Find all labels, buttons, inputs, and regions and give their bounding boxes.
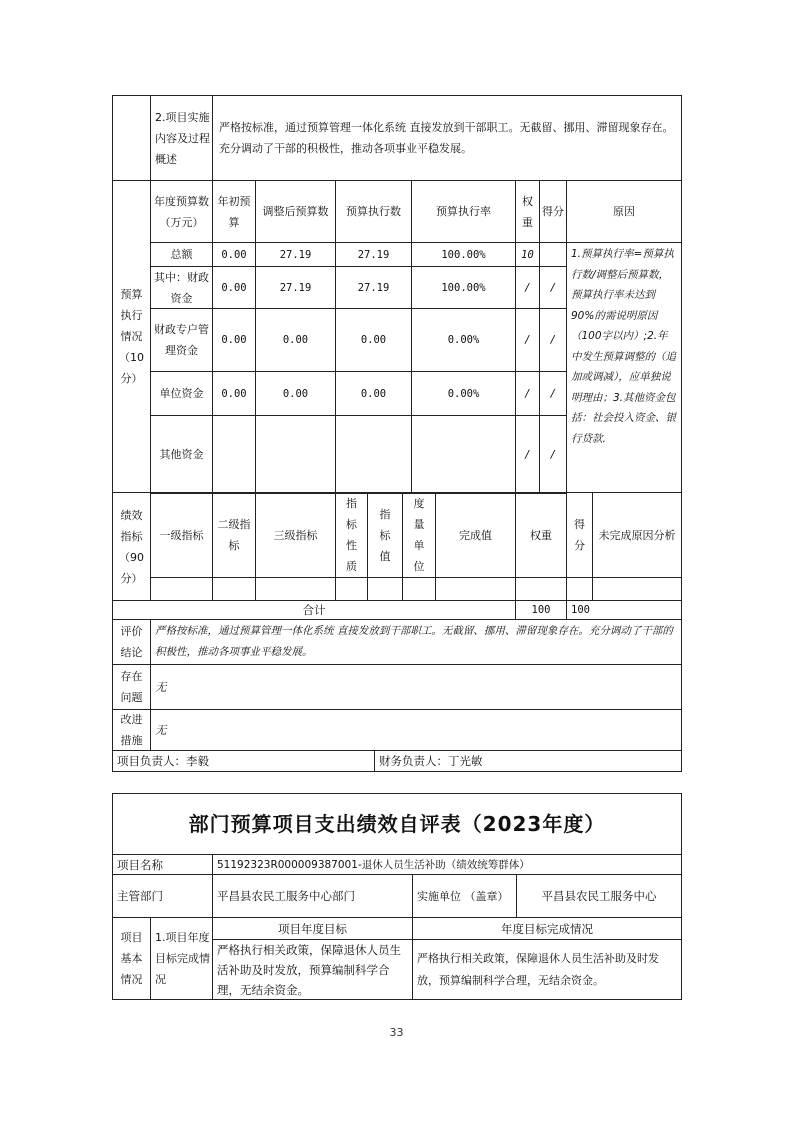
budget-row-weight: /: [515, 266, 540, 309]
budget-row-score: /: [539, 415, 567, 494]
finance-lead: 财务负责人：丁光敏: [374, 750, 682, 772]
budget-header-reason: 原因: [566, 180, 682, 243]
budget-row-label: 其他资金: [150, 415, 213, 494]
budget-row-executed: 27.19: [335, 266, 412, 309]
budget-header-initial: 年初预算: [212, 180, 256, 243]
budget-row-score: /: [539, 371, 567, 416]
total-weight: 100: [515, 600, 567, 620]
budget-row-adjusted: [255, 415, 336, 494]
dept-label: 主管部门: [112, 874, 213, 918]
budget-row-executed: 27.19: [335, 242, 412, 267]
budget-row-executed: 0.00: [335, 371, 412, 416]
budget-header-year: 年度预算数（万元）: [150, 180, 213, 243]
perf-empty-cell: [335, 577, 368, 601]
budget-section-label: 预算执行情况（10分）: [112, 180, 151, 493]
project-name-value: 51192323R000009387001-退休人员生活补助（绩效统筹群体）: [212, 854, 682, 875]
budget-row-label: 其中：财政资金: [150, 266, 213, 309]
problems-text: 无: [150, 664, 682, 710]
budget-row-weight: 10: [515, 242, 540, 267]
budget-row-initial: [212, 415, 256, 494]
project-name-label: 项目名称: [112, 854, 213, 875]
perf-empty-cell: [515, 577, 567, 601]
perf-header-nature: 指标性质: [335, 492, 368, 578]
goal-label: 1.项目年度目标完成情况: [150, 917, 213, 1000]
perf-header-reason: 未完成原因分析: [592, 492, 682, 578]
budget-row-rate: [411, 415, 516, 494]
budget-header-score: 得分: [539, 180, 567, 243]
project-lead: 项目负责人：李毅: [112, 750, 375, 772]
perf-header-weight: 权重: [515, 492, 567, 578]
unit-label: 实施单位 （盖章）: [412, 874, 517, 918]
perf-header-level3: 三级指标: [255, 492, 336, 578]
budget-row-weight: /: [515, 415, 540, 494]
goal-text: 严格执行相关政策，保障退休人员生活补助及时发放，预算编制科学合理，无结余资金。: [212, 939, 413, 1000]
budget-row-weight: /: [515, 371, 540, 416]
budget-row-rate: 100.00%: [411, 242, 516, 267]
budget-row-score: /: [539, 266, 567, 309]
budget-header-weight: 权重: [515, 180, 540, 243]
completion-header: 年度目标完成情况: [412, 917, 682, 940]
perf-empty-cell: [566, 577, 593, 601]
budget-row-executed: 0.00: [335, 308, 412, 372]
improve-text: 无: [150, 709, 682, 751]
budget-row-label: 财政专户管理资金: [150, 308, 213, 372]
budget-row-label: 总额: [150, 242, 213, 267]
perf-empty-cell: [435, 577, 516, 601]
budget-row-initial: 0.00: [212, 266, 256, 309]
perf-empty-cell: [150, 577, 213, 601]
perf-header-unit: 度量单位: [402, 492, 436, 578]
budget-row-rate: 0.00%: [411, 371, 516, 416]
basic-info-label: 项目基本情况: [112, 917, 151, 1000]
perf-empty-cell: [255, 577, 336, 601]
budget-row-weight: /: [515, 308, 540, 372]
perf-header-level2: 二级指标: [212, 492, 256, 578]
impl-label: 2.项目实施内容及过程概述: [150, 95, 213, 181]
budget-row-adjusted: 27.19: [255, 242, 336, 267]
perf-empty-cell: [212, 577, 256, 601]
problems-label: 存在问题: [112, 664, 151, 710]
budget-row-adjusted: 0.00: [255, 371, 336, 416]
budget-row-rate: 0.00%: [411, 308, 516, 372]
perf-section-label: 绩效指标（90分）: [112, 492, 151, 601]
perf-header-level1: 一级指标: [150, 492, 213, 578]
total-label: 合计: [112, 600, 516, 620]
budget-row-initial: 0.00: [212, 242, 256, 267]
conclusion-text: 严格按标准，通过预算管理一体化系统 直接发放到干部职工。无截留、挪用、滞留现象存在。充分调动了干部的积极性，推动各项事业平稳发展。: [150, 619, 682, 665]
dept-value: 平昌县农民工服务中心部门: [212, 874, 413, 918]
budget-row-adjusted: 0.00: [255, 308, 336, 372]
budget-header-adjusted: 调整后预算数: [255, 180, 336, 243]
perf-header-actual: 完成值: [435, 492, 516, 578]
goal-header: 项目年度目标: [212, 917, 413, 940]
budget-row-executed: [335, 415, 412, 494]
budget-row-label: 单位资金: [150, 371, 213, 416]
budget-row-initial: 0.00: [212, 308, 256, 372]
conclusion-label: 评价结论: [112, 619, 151, 665]
budget-header-executed: 预算执行数: [335, 180, 412, 243]
budget-row-score: [539, 242, 567, 267]
total-score: 100: [566, 600, 682, 620]
unit-value: 平昌县农民工服务中心: [516, 874, 682, 918]
blank-label-cell: [112, 95, 151, 181]
budget-row-initial: 0.00: [212, 371, 256, 416]
budget-row-score: /: [539, 308, 567, 372]
improve-label: 改进措施: [112, 709, 151, 751]
budget-row-adjusted: 27.19: [255, 266, 336, 309]
page-number: 33: [389, 1026, 404, 1039]
perf-empty-cell: [592, 577, 682, 601]
perf-header-score: 得分: [566, 492, 593, 578]
budget-header-rate: 预算执行率: [411, 180, 516, 243]
perf-empty-cell: [402, 577, 436, 601]
completion-text: 严格执行相关政策，保障退休人员生活补助及时发放，预算编制科学合理，无结余资金。: [412, 939, 682, 1000]
perf-empty-cell: [367, 577, 403, 601]
form-title: 部门预算项目支出绩效自评表（2023年度）: [112, 793, 682, 855]
budget-reason-text: 1.预算执行率=预算执行数/调整后预算数，预算执行率未达到90%的需说明原因（100字以内）;2.年中发生预算调整的（追加或调减），应单独说明理由；3.其他资金包括：社会投入资金、银行贷款.: [566, 242, 682, 493]
perf-header-value: 指标值: [367, 492, 403, 578]
impl-text: 严格按标准，通过预算管理一体化系统 直接发放到干部职工。无截留、挪用、滞留现象存在。充分调动了干部的积极性，推动各项事业平稳发展。: [212, 95, 682, 181]
budget-row-rate: 100.00%: [411, 266, 516, 309]
